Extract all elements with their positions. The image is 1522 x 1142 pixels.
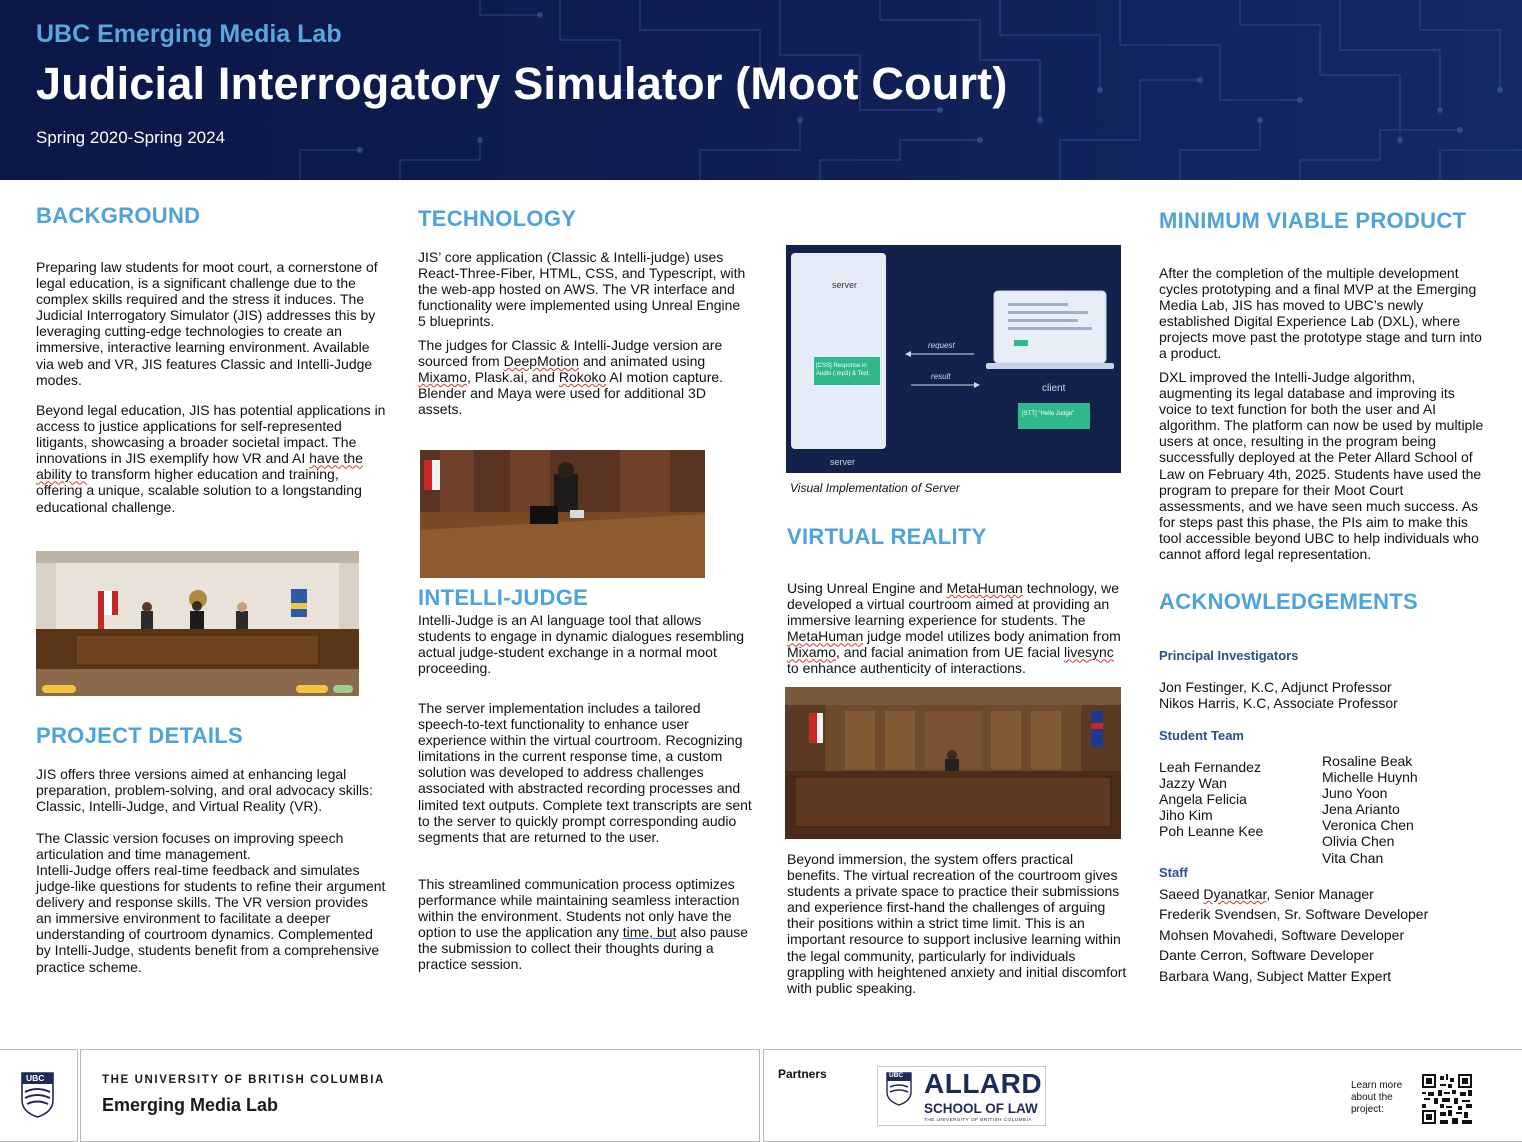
allard-logo — [877, 1066, 1046, 1126]
staff-name: Frederik Svendsen, Sr. Software Developer — [1159, 906, 1429, 923]
allard-university: THE UNIVERSITY OF BRITISH COLUMBIA — [924, 1118, 1032, 1123]
project-details-paragraph-2: The Classic version focuses on improving speech articulation and time management. — [36, 830, 344, 863]
background-paragraph-1: Preparing law students for moot court, a cornerstone of legal education, is a significant challenge due to the complex skills required and the stress it induces. The Judicial Interrogatory Simulator (JIS) addresses this by leveraging cutting-edge technologies to create an immersive, interactive learning environment. Available via web and VR, JIS features Classic and Intelli-Judge modes. — [36, 259, 378, 388]
diagram-request-label: request — [928, 341, 955, 350]
technology-heading: TECHNOLOGY — [418, 206, 577, 231]
classic-courtroom-image — [36, 551, 359, 696]
student-name: Vita Chan — [1322, 849, 1384, 866]
student-name: Leah Fernandez — [1159, 759, 1261, 775]
mvp-paragraph-2: DXL improved the Intelli-Judge algorithm, augmenting its legal database and improving its voice to text function for both the user and AI algorithm. The platform can now be used by multiple users at once, resulting in the program being successfully deployed at the Peter Allard School of Law on February 4th, 2025. Students have used the program to prepare for their Moot Court assessments, and we have seen much success. As for steps past this phase, the PIs aim to make this tool accessible beyond UBC to help individuals who cannot afford legal representation. — [1159, 369, 1484, 563]
principal-investigators-list — [1159, 679, 1479, 711]
staff-name: Dante Cerron, Software Developer — [1159, 947, 1374, 964]
intelli-judge-paragraph-3: This streamlined communication process optimizes performance while maintaining seamless interaction within the environment. Students not only have the option to use the application any time, but also pause the submission to collect their thoughts during a practice session. — [418, 876, 749, 973]
page-title: Judicial Interrogatory Simulator (Moot Court) — [36, 58, 1008, 109]
diagram-client-box: [STT] "Hello Judge" — [1022, 411, 1075, 417]
mvp-heading: MINIMUM VIABLE PRODUCT — [1159, 208, 1467, 233]
allard-crest-text: UBC — [889, 1072, 904, 1079]
diagram-server-label-top: server — [832, 280, 858, 290]
student-name: Jiho Kim — [1159, 807, 1213, 824]
ubc-lab-name: Emerging Media Lab — [102, 1095, 279, 1115]
allard-name: ALLARD — [924, 1068, 1043, 1099]
virtual-reality-paragraph-1: Using Unreal Engine and MetaHuman technology, we developed a virtual courtroom aimed at providing an immersive learning experience for students. The MetaHuman judge model utilizes body animation from Mixamo, and facial animation from UE facial livesync to enhance authenticity of interactions. — [787, 580, 1121, 677]
student-team-column-1 — [1159, 759, 1309, 839]
ubc-org-name: THE UNIVERSITY OF BRITISH COLUMBIA — [102, 1074, 385, 1086]
diagram-server-label-bottom: server — [830, 457, 856, 467]
ubc-crest-icon — [21, 1072, 54, 1118]
student-team-heading: Student Team — [1159, 728, 1244, 743]
student-name: Rosaline Beak — [1322, 753, 1413, 769]
student-name: Juno Yoon — [1322, 785, 1388, 802]
student-name: Jena Arianto — [1322, 801, 1400, 818]
technology-paragraph-2: The judges for Classic & Intelli-Judge version are sourced from DeepMotion and animated using Mixamo, Plask.ai, and Rokoko AI motion capture. Blender and Maya were used for additional 3D assets. — [418, 337, 724, 418]
student-name: Angela Felicia — [1159, 791, 1247, 808]
ubc-crest-text: UBC — [26, 1073, 45, 1083]
staff-name: Saeed Dyanatkar, Senior Manager — [1159, 886, 1374, 902]
background-heading: BACKGROUND — [36, 203, 201, 228]
staff-name: Barbara Wang, Subject Matter Expert — [1159, 967, 1392, 984]
staff-heading: Staff — [1159, 865, 1188, 880]
student-team-column-2 — [1322, 753, 1472, 866]
student-name: Jazzy Wan — [1159, 775, 1227, 792]
server-diagram — [786, 245, 1121, 473]
learn-more-text: Learn more about the project: — [1351, 1080, 1403, 1115]
staff-name: Mohsen Movahedi, Software Developer — [1159, 926, 1405, 943]
project-details-heading: PROJECT DETAILS — [36, 723, 244, 748]
intelli-judge-heading: INTELLI-JUDGE — [418, 585, 589, 610]
student-name: Veronica Chen — [1322, 817, 1414, 834]
acknowledgements-heading: ACKNOWLEDGEMENTS — [1159, 589, 1419, 614]
project-details-paragraph-1: JIS offers three versions aimed at enhancing legal preparation, problem-solving, and oral advocacy skills: Classic, Intelli-Judge, and Virtual Reality (VR). — [36, 766, 373, 815]
poster-header — [0, 0, 1522, 180]
principal-investigators-heading: Principal Investigators — [1159, 648, 1299, 663]
background-paragraph-2: Beyond legal education, JIS has potential applications in access to justice applications for self-represented litigants, showcasing a broader societal impact. The innovations in JIS exemplify how VR and AI have the ability to transform higher education and training, offering a unique, scalable solution to a longstanding educational challenge. — [36, 402, 386, 515]
project-details-paragraph-3: Intelli-Judge offers real-time feedback and simulates judge-like questions for students to refine their argument delivery and response skills. The VR version provides an immersive environment to facilitate a deeper understanding of courtroom dynamics. Complemented by Intelli-Judge, students benefit from a comprehensive practice scheme. — [36, 862, 386, 975]
qr-code-icon[interactable] — [1422, 1074, 1472, 1124]
intelli-judge-paragraph-1: Intelli-Judge is an AI language tool that allows students to engage in dynamic dialogues resembling actual judge-student exchange in a normal moot proceeding. — [418, 612, 745, 677]
allard-school: SCHOOL OF LAW — [924, 1101, 1038, 1116]
virtual-reality-heading: VIRTUAL REALITY — [787, 524, 987, 549]
project-dates: Spring 2020-Spring 2024 — [36, 128, 226, 147]
virtual-reality-paragraph-2: Beyond immersion, the system offers practical benefits. The virtual recreation of the courtroom gives students a private space to practice their submissions and experience first-hand the challenges of arguing their positions within a strict time limit. This is an important resource to support inclusive learning within the legal community, particularly for individuals grappling with heightened anxiety and initial discomfort with public speaking. — [787, 851, 1127, 996]
diagram-response-box: [CSS] Response in Audio (.mp3) & Text — [816, 363, 869, 377]
pi-name: Jon Festinger, K.C, Adjunct Professor — [1159, 679, 1392, 695]
student-name: Olivia Chen — [1322, 833, 1395, 850]
intelli-judge-paragraph-2: The server implementation includes a tailored speech-to-text functionality to enhance user experience within the virtual courtroom. Recognizing limitations in the current response time, a custom solution was developed to address challenges associated with abstracted recording processes and limited text outputs. Complete text transcripts are sent to the server to quickly prompt corresponding audio segments that are returned to the user. — [418, 700, 752, 845]
mvp-paragraph-1: After the completion of the multiple development cycles prototyping and a final MVP at the Emerging Media Lab, JIS has moved to UBC’s newly established Digital Experience Lab (DXL), where projects move past the prototype stage and turn into a product. — [1159, 265, 1482, 362]
student-name: Michelle Huynh — [1322, 769, 1418, 786]
technology-paragraph-1: JIS’ core application (Classic & Intelli-judge) uses React-Three-Fiber, HTML, CSS, and Typescript, with the web-app hosted on AWS. The VR interface and functionality were implemented using Unreal Engine 5 blueprints. — [418, 249, 746, 330]
diagram-client-label: client — [1042, 383, 1066, 394]
lab-name: UBC Emerging Media Lab — [36, 20, 342, 48]
partners-label: Partners — [778, 1067, 827, 1081]
intelli-judge-courtroom-image — [420, 450, 705, 578]
pi-name: Nikos Harris, K.C, Associate Professor — [1159, 695, 1398, 712]
staff-list — [1159, 884, 1489, 986]
student-name: Poh Leanne Kee — [1159, 823, 1264, 840]
diagram-result-label: result — [931, 372, 951, 381]
server-diagram-caption: Visual Implementation of Server — [790, 481, 960, 495]
vr-courtroom-image — [785, 687, 1121, 839]
